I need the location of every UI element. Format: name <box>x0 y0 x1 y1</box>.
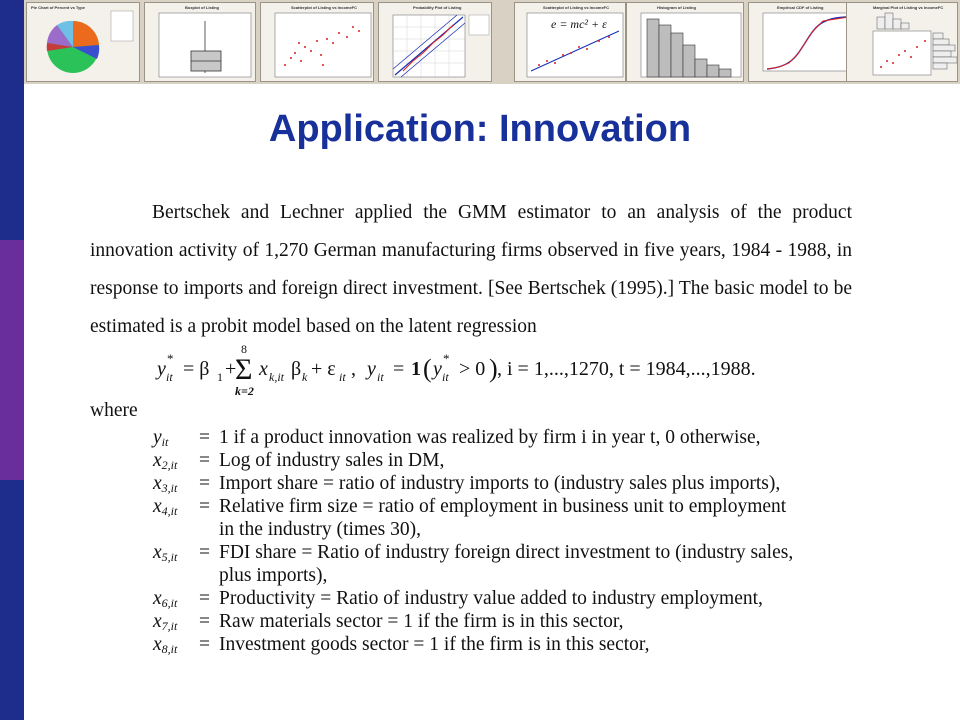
definition-equals: = <box>199 634 210 655</box>
regression-thumbnail-graphic <box>515 3 626 82</box>
chart-thumbnail-strip <box>24 0 960 84</box>
left-accent-segment <box>0 240 24 480</box>
svg-text:x: x <box>259 358 268 380</box>
definition-row <box>153 495 853 518</box>
svg-text:1: 1 <box>217 370 223 384</box>
definition-variable: $x_{5,it}$ <box>153 542 178 564</box>
latent-regression-equation <box>155 343 855 398</box>
definition-text: in the industry (times 30), <box>219 519 422 540</box>
thumbnail-pie-chart <box>26 2 140 82</box>
definition-text: plus imports), <box>219 565 328 586</box>
svg-text:=: = <box>393 358 405 380</box>
thumbnail-empirical-cdf <box>748 2 856 82</box>
svg-text:): ) <box>489 354 498 383</box>
svg-text:it: it <box>442 370 449 384</box>
svg-text:it: it <box>377 370 384 384</box>
definition-row <box>153 587 853 610</box>
thumbnail-title: Scatterplot of Listing vs IncomeFC <box>543 5 610 10</box>
svg-text:+: + <box>225 358 237 380</box>
slide-title: Application: Innovation <box>268 108 692 150</box>
svg-text:β: β <box>291 358 302 380</box>
where-label: where <box>90 400 138 421</box>
definition-text: Relative firm size = ratio of employment in business unit to employment <box>219 496 787 517</box>
sum-upper-limit: 8 <box>241 343 247 356</box>
sum-lower-limit: k=2 <box>235 384 254 398</box>
svg-text:y: y <box>157 358 166 380</box>
pie-chart-thumbnail-graphic <box>27 3 140 82</box>
marginal-thumbnail-graphic <box>847 3 958 82</box>
definition-text: Investment goods sector = 1 if the firm is in this sector, <box>219 634 650 655</box>
definition-variable: $x_{6,it}$ <box>153 588 178 610</box>
thumbnail-regression-plot <box>514 2 626 82</box>
definition-equals: = <box>199 542 210 563</box>
thumbnail-title: Histogram of Listing <box>657 5 696 10</box>
definition-equals: = <box>199 473 210 494</box>
definition-row <box>153 472 853 495</box>
svg-text:k: k <box>302 370 308 384</box>
intro-paragraph <box>90 194 852 346</box>
definition-text: 1 if a product innovation was realized by firm i in year t, 0 otherwise, <box>219 427 761 448</box>
thumbnail-title: Probability Plot of Listing <box>413 5 462 10</box>
svg-text:y: y <box>367 358 376 380</box>
definition-continuation <box>153 564 853 587</box>
thumbnail-title: Boxplot of Listing <box>185 5 219 10</box>
thumbnail-title: Scatterplot of Listing vs IncomeFC <box>291 5 358 10</box>
boxplot-thumbnail-graphic <box>145 3 256 82</box>
definition-variable: $x_{8,it}$ <box>153 634 178 656</box>
svg-text:> 0: > 0 <box>459 358 486 380</box>
histogram-thumbnail-graphic <box>627 3 744 82</box>
definition-text: Productivity = Ratio of industry value added to industry employment, <box>219 588 763 609</box>
svg-text:it: it <box>339 370 346 384</box>
definition-row <box>153 541 853 564</box>
definition-text: Import share = ratio of industry imports to (industry sales plus imports), <box>219 473 781 494</box>
intro-paragraph-text: Bertschek and Lechner applied the GMM estimator to an analysis of the product innovation activity of 1,270 German manufacturing firms observed in five years, 1984 - 1988, in response to imports and foreign direct investment. [See Bertschek (1995).] The basic model to be estimated is a probit model based on the latent regression <box>90 202 852 337</box>
scatter-thumbnail-graphic <box>261 3 374 82</box>
svg-text:1: 1 <box>411 358 421 380</box>
svg-text:k,it: k,it <box>269 370 284 384</box>
svg-text:*: * <box>443 351 450 366</box>
definition-equals: = <box>199 611 210 632</box>
definition-variable: $x_{4,it}$ <box>153 496 178 518</box>
definition-equals: = <box>199 496 210 517</box>
definition-row <box>153 449 853 472</box>
thumbnail-marginal-plot <box>846 2 958 82</box>
definition-variable: $x_{7,it}$ <box>153 611 178 633</box>
definition-equals: = <box>199 588 210 609</box>
thumbnail-probability-plot <box>378 2 492 82</box>
svg-text:(: ( <box>423 354 432 383</box>
definition-variable: $x_{3,it}$ <box>153 473 178 495</box>
thumbnail-title: Marginal Plot of Listing vs IncomeFC <box>873 5 944 10</box>
definition-row <box>153 426 853 449</box>
thumbnail-title: Pie Chart of Percent vs Type <box>31 5 85 10</box>
definition-variable: $x_{2,it}$ <box>153 450 178 472</box>
equation-graphic <box>155 343 855 398</box>
svg-text:= β: = β <box>183 358 210 380</box>
definition-text: Raw materials sector = 1 if the firm is in this sector, <box>219 611 624 632</box>
thumbnail-formula: e = mc² + ε <box>551 17 607 31</box>
svg-text:*: * <box>167 351 174 366</box>
definition-text: Log of industry sales in DM, <box>219 450 445 471</box>
cdf-thumbnail-graphic <box>749 3 856 82</box>
svg-text:Σ: Σ <box>235 353 253 386</box>
probability-thumbnail-graphic <box>379 3 492 82</box>
definition-equals: = <box>199 427 210 448</box>
thumbnail-histogram <box>626 2 744 82</box>
thumbnail-title: Empirical CDF of Listing <box>777 5 824 10</box>
svg-text:y: y <box>433 358 442 380</box>
svg-text:,: , <box>351 358 356 380</box>
svg-text:+ ε: + ε <box>311 358 336 380</box>
definition-equals: = <box>199 450 210 471</box>
definition-row <box>153 633 853 656</box>
definition-continuation <box>153 518 853 541</box>
definition-row <box>153 610 853 633</box>
equation-indices: , i = 1,...,1270, t = 1984,...,1988. <box>497 358 756 380</box>
definition-variable: $y_{it}$ <box>153 427 169 449</box>
variable-definitions <box>153 426 853 656</box>
svg-text:it: it <box>166 370 173 384</box>
thumbnail-boxplot <box>144 2 256 82</box>
definition-text: FDI share = Ratio of industry foreign direct investment to (industry sales, <box>219 542 794 563</box>
thumbnail-scatterplot <box>260 2 374 82</box>
